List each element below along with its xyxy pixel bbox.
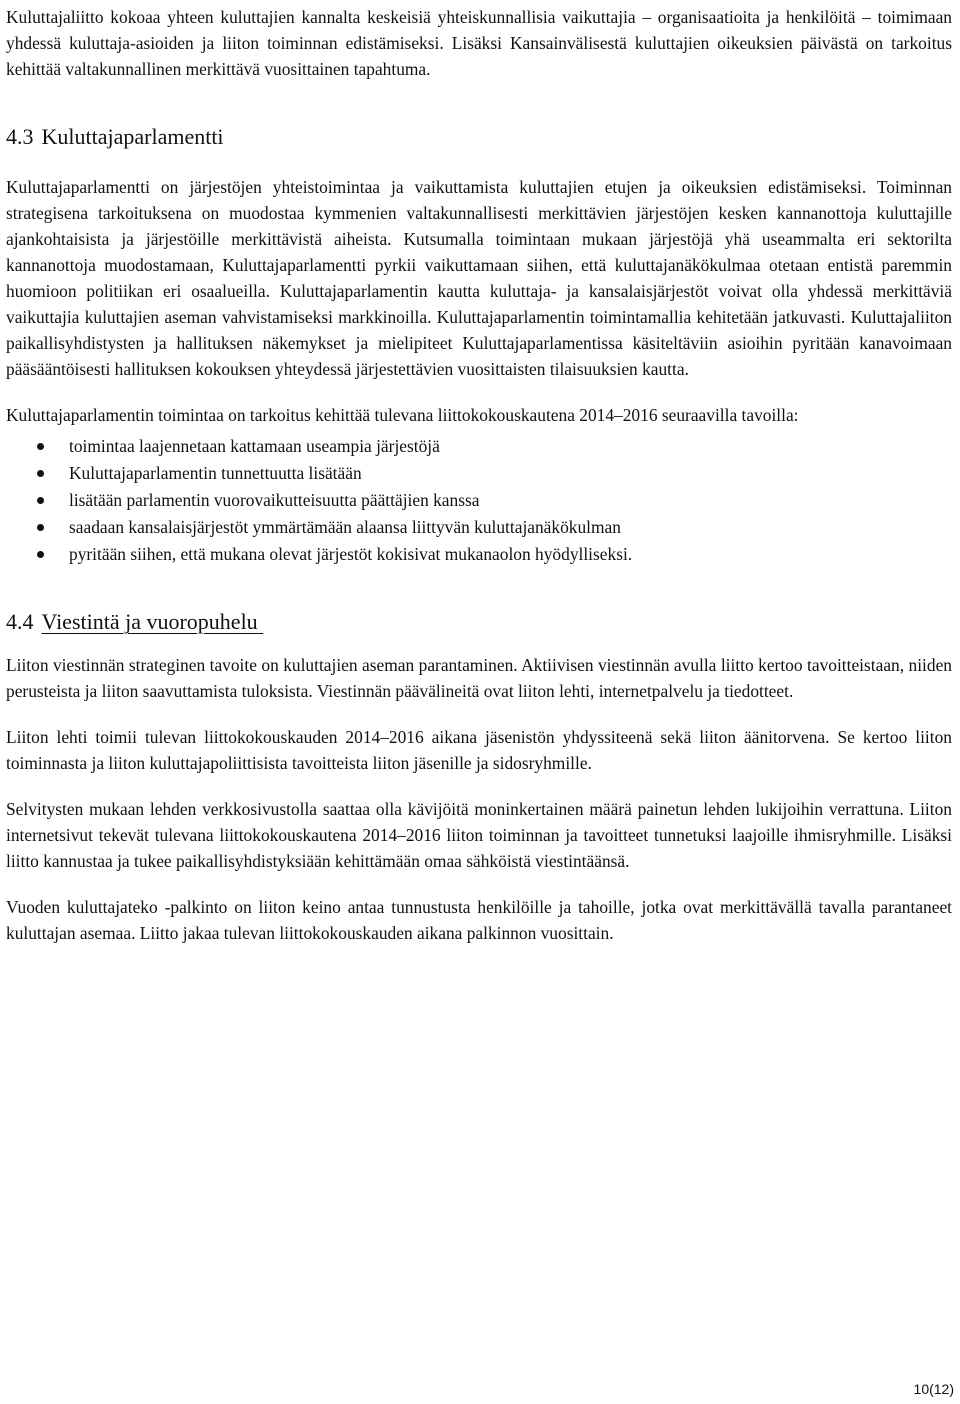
section-title: Kuluttajaparlamentti (41, 124, 224, 149)
list-item: toimintaa laajennetaan kattamaan useampia järjestöjä (6, 433, 952, 460)
communication-strategy-paragraph: Liiton viestinnän strateginen tavoite on kuluttajien aseman parantaminen. Aktiivisen viestinnän avulla liitto kertoo tavoitteistaan, niiden perusteista ja liiton saavuttamista tuloksista. Viestinnän päävälineitä ovat liiton lehti, internetpalvelu ja tiedotteet. (6, 655, 952, 701)
list-item: lisätään parlamentin vuorovaikutteisuutta päättäjien kanssa (6, 487, 952, 514)
magazine-paragraph: Liiton lehti toimii tulevan liittokokouskauden 2014–2016 aikana jäsenistön yhdyssiteenä sekä liiton äänitorvena. Se kertoo liiton toiminnasta ja liiton kuluttajapoliittisista tavoitteista liiton jäsenille ja sidosryhmille. (6, 727, 952, 773)
bullet-icon (37, 470, 44, 477)
bullet-icon (37, 524, 44, 531)
development-bullet-list (6, 433, 952, 568)
section-heading-underlined (6, 609, 263, 634)
bullet-icon (37, 551, 44, 558)
kuluttajaparlamentti-paragraph: Kuluttajaparlamentti on järjestöjen yhteistoimintaa ja vaikuttamista kuluttajien etujen ja oikeuksien edistämiseksi. Toiminnan strategisena tarkoituksena on muodostaa kymmenien valtakunnallisesti merkittävien järjestöjen kesken kannanottoja kuluttajille ajankohtaisista ja järjestöille merkittävistä aiheista. Kutsumalla toimintaan mukaan järjestöjä yhä useammalta eri sektorilta kannanottoja muodostamaan, Kuluttajaparlamentti pyrkii vaikuttamaan siihen, että kuluttajanäkökulmaa otetaan entistä paremmin huomioon politiikan eri osaalueilla. Kuluttajaparlamentin kautta kuluttaja- ja kansalaisjärjestöt voivat olla yhdessä merkittäviä vaikuttajia kuluttajien aseman vahvistamiseksi markkinoilla. Kuluttajaparlamentin toimintamallia kehitetään jatkuvasti. Kuluttajaliiton paikallisyhdistysten ja hallituksen näkemykset ja mielipiteet Kuluttajaparlamentissa käsiteltäviin asioihin pyritään kanavoimaan pääsääntöisesti hallituksen kokouksen yhteydessä järjestettävien vuosittaisten tilaisuuksien kautta. (6, 177, 952, 379)
bullet-icon (37, 497, 44, 504)
section-heading-4-3 (6, 123, 952, 151)
section-number: 4.3 (6, 124, 34, 149)
section-heading-4-4 (6, 608, 952, 636)
website-paragraph: Selvitysten mukaan lehden verkkosivustolla saattaa olla kävijöitä moninkertainen määrä painetun lehden lukijoihin verrattuna. Liiton internetsivut tekevät tulevana liittokokouskautena 2014–2016 liiton toiminnan ja tavoitteet tunnetuksi laajoille ihmisryhmille. Lisäksi liitto kannustaa ja tukee paikallisyhdistyksiään kehittämään omaa sähköistä viestintäänsä. (6, 799, 952, 871)
award-paragraph: Vuoden kuluttajateko -palkinto on liiton keino antaa tunnustusta henkilöille ja tahoille, jotka ovat merkittävällä tavalla parantaneet kuluttajan asemaa. Liitto jakaa tulevan liittokokouskauden aikana palkinnon vuosittain. (6, 897, 952, 943)
section-number: 4.4 (6, 609, 34, 634)
development-intro-paragraph: Kuluttajaparlamentin toimintaa on tarkoitus kehittää tulevana liittokokouskautena 2014–2016 seuraavilla tavoilla: (6, 405, 799, 425)
section-title: Viestintä ja vuoropuhelu (41, 609, 258, 634)
page-number: 10(12) (913, 1381, 954, 1397)
intro-paragraph: Kuluttajaliitto kokoaa yhteen kuluttajien kannalta keskeisiä yhteiskunnallisia vaikuttajia – organisaatioita ja henkilöitä – toimimaan yhdessä kuluttaja-asioiden ja liiton toiminnan edistämiseksi. Lisäksi Kansainvälisestä kuluttajien oikeuksien päivästä on tarkoitus kehittää valtakunnallinen merkittävä vuosittainen tapahtuma. (6, 7, 952, 79)
document-page (6, 4, 952, 946)
bullet-icon (37, 443, 44, 450)
list-item: pyritään siihen, että mukana olevat järjestöt kokisivat mukanaolon hyödylliseksi. (6, 541, 952, 568)
list-item: Kuluttajaparlamentin tunnettuutta lisätään (6, 460, 952, 487)
list-item: saadaan kansalaisjärjestöt ymmärtämään alaansa liittyvän kuluttajanäkökulman (6, 514, 952, 541)
